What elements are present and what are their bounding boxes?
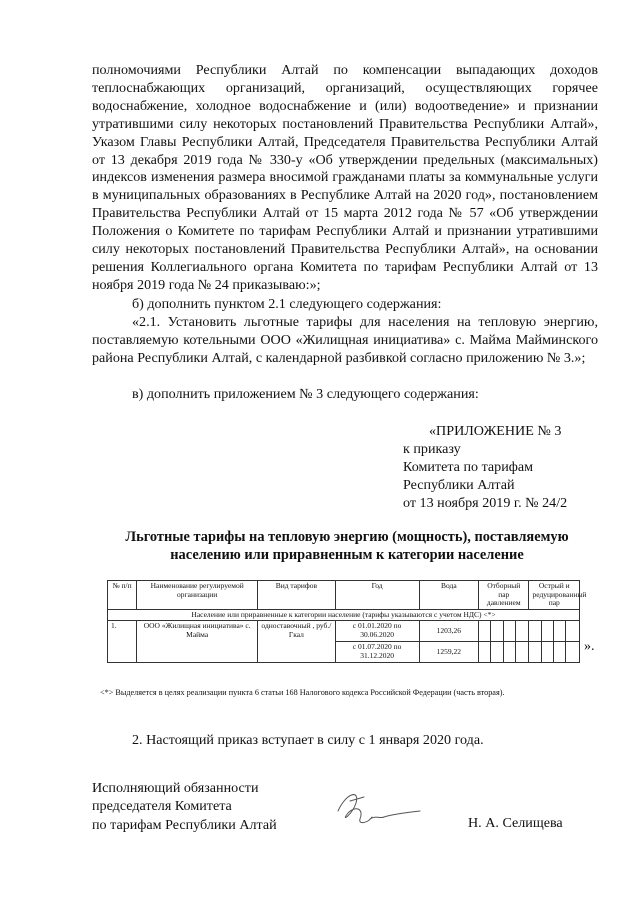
row-value-2: 1259,22 bbox=[419, 642, 478, 663]
signature-title-line: по тарифам Республики Алтай bbox=[92, 816, 277, 833]
header-steam-sharp: Острый и редуцированный пар bbox=[529, 581, 580, 610]
appendix-header bbox=[403, 423, 613, 513]
table-footnote: <*> Выделяется в целях реализации пункта 6 статьи 168 Налогового кодекса Российской Федерации (часть вторая). bbox=[100, 688, 505, 697]
empty-cell bbox=[516, 642, 529, 663]
empty-cell bbox=[541, 642, 553, 663]
section-label: Население или приравненные к категории население (тарифы указываются с учетом НДС) <*> bbox=[108, 609, 580, 621]
appendix-title: «ПРИЛОЖЕНИЕ № 3 bbox=[429, 423, 562, 439]
paragraph-item-2-1: «2.1. Установить льготные тарифы для населения на тепловую энергию, поставляемую котельными ООО «Жилищная инициатива» с. Майма Майминского района Республики Алтай, с календарной разбивкой согласно приложению № 3.»; bbox=[92, 314, 598, 366]
empty-cell bbox=[541, 621, 553, 642]
empty-cell bbox=[503, 621, 515, 642]
handwritten-signature bbox=[320, 783, 430, 833]
row-type: одноставочный , руб./Гкал bbox=[258, 621, 335, 663]
row-period-2: с 01.07.2020 по 31.12.2020 bbox=[335, 642, 419, 663]
table-section-row bbox=[108, 609, 580, 621]
empty-cell bbox=[554, 621, 566, 642]
signature-block bbox=[92, 779, 277, 834]
empty-cell bbox=[516, 621, 529, 642]
header-num: № п/п bbox=[108, 581, 137, 610]
paragraph-item-v: в) дополнить приложением № 3 следующего содержания: bbox=[132, 386, 479, 402]
empty-cell bbox=[491, 621, 503, 642]
appendix-line: Республики Алтай bbox=[403, 476, 515, 493]
paragraph-item-b: б) дополнить пунктом 2.1 следующего содержания: bbox=[132, 296, 442, 312]
header-type: Вид тарифов bbox=[258, 581, 335, 610]
paragraph-item-2: 2. Настоящий приказ вступает в силу с 1 января 2020 года. bbox=[132, 732, 484, 748]
header-org: Наименование регулируемой организации bbox=[137, 581, 258, 610]
empty-cell bbox=[529, 621, 541, 642]
empty-cell bbox=[491, 642, 503, 663]
table-header-row bbox=[108, 581, 580, 610]
empty-cell bbox=[479, 642, 491, 663]
table-closing-mark: ». bbox=[584, 639, 595, 654]
empty-cell bbox=[566, 621, 580, 642]
table-title: Льготные тарифы на тепловую энергию (мощность), поставляемую населению или приравненным к категории население bbox=[125, 529, 569, 563]
empty-cell bbox=[503, 642, 515, 663]
empty-cell bbox=[554, 642, 566, 663]
appendix-line: от 13 ноября 2019 г. № 24/2 bbox=[403, 494, 568, 511]
row-org: ООО «Жилищная инициатива» с. Майма bbox=[137, 621, 258, 663]
empty-cell bbox=[529, 642, 541, 663]
header-water: Вода bbox=[419, 581, 478, 610]
tariff-table bbox=[107, 580, 587, 663]
row-period-1: с 01.01.2020 по 30.06.2020 bbox=[335, 621, 419, 642]
header-steam-selected: Отборный пар давлением bbox=[479, 581, 529, 610]
signatory-name: Н. А. Селищева bbox=[468, 815, 563, 831]
table-row bbox=[108, 621, 580, 642]
row-num: 1. bbox=[108, 621, 137, 663]
appendix-line: Комитета по тарифам bbox=[403, 458, 534, 475]
signature-title-line: председателя Комитета bbox=[92, 798, 232, 815]
empty-cell bbox=[566, 642, 580, 663]
header-year: Год bbox=[335, 581, 419, 610]
row-value-1: 1203,26 bbox=[419, 621, 478, 642]
empty-cell bbox=[479, 621, 491, 642]
paragraph-legal-basis: полномочиями Республики Алтай по компенсации выпадающих доходов теплоснабжающих организаций, организаций, осуществляющих горячее водоснабжение, холодное водоснабжение и (или) водоотведение» и признании утратившими силу некоторых постановлений Правительства Республики Алтай», Указом Главы Республики Алтай, Председателя Правительства Республики Алтай от 13 декабря 2019 года № 330-у «Об утверждении предельных (максимальных) индексов изменения размера вносимой гражданами платы за коммунальные услуги в муниципальных образованиях в Республике Алтай на 2020 год», постановлением Правительства Республики Алтай от 15 марта 2012 года № 57 «Об утверждении Положения о Комитете по тарифам Республики Алтай и признании утратившими силу некоторых постановлений Правительства Республики Алтай», на основании решения Коллегиального органа Комитета по тарифам Республики Алтай от 13 ноября 2019 года № 24 приказываю:»; bbox=[92, 62, 598, 293]
signature-title-line: Исполняющий обязанности bbox=[92, 780, 259, 796]
appendix-line: к приказу bbox=[403, 440, 461, 457]
